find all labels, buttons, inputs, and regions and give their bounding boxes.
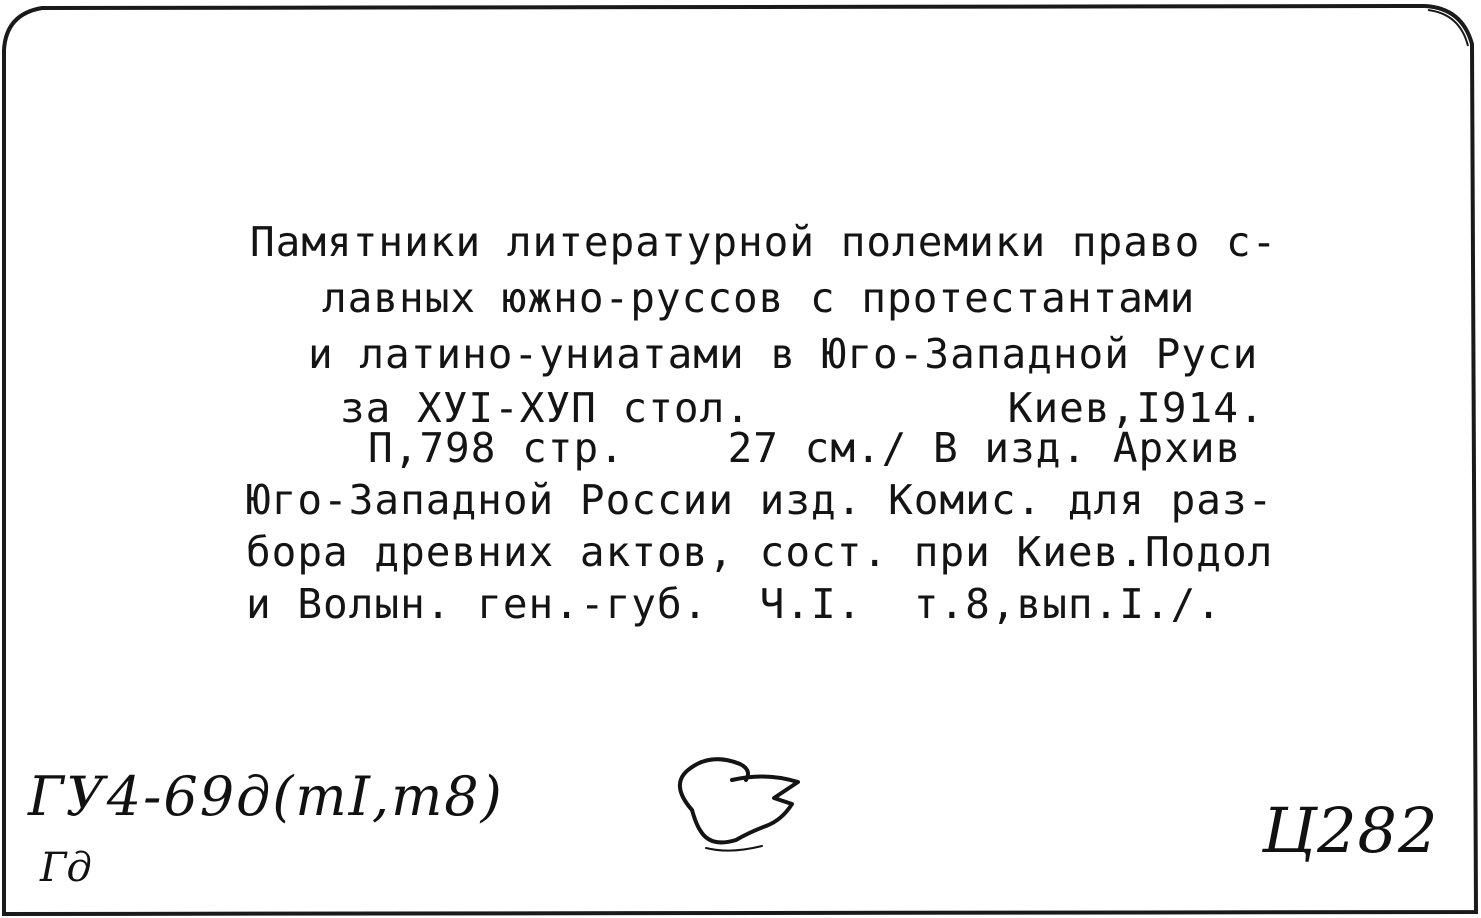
card-line-7: бора древних актов, сост. при Киев.Подол [246, 528, 1274, 576]
card-line-5: П,798 стр. 27 см./ В изд. Архив [368, 424, 1242, 472]
card-line-8: и Волын. ген.-губ. Ч.I. т.8,вып.I./. [246, 580, 1222, 628]
card-line-3: и латино-униатами в Юго-Западной Руси [308, 330, 1259, 378]
catalog-number: Ц282 [1262, 794, 1439, 867]
department-code: Гд [40, 845, 92, 891]
card-line-4: за ХУI-ХУП стол. Киев,I914. [340, 384, 1265, 432]
shelfmark: ГУ4-69д(тI,т8) [28, 765, 504, 828]
card-line-1: Памятники литературной полемики право с- [250, 218, 1278, 266]
card-line-2: лавных южно-руссов с протестантами [322, 274, 1196, 322]
ownership-stamp-mark [670, 750, 820, 860]
card-line-6: Юго-Западной России изд. Комис. для раз- [246, 476, 1274, 524]
